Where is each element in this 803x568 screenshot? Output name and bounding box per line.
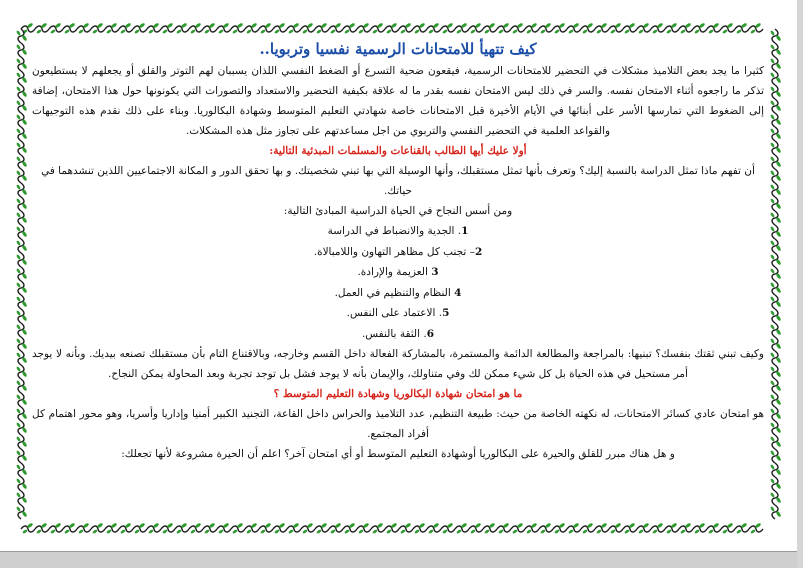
- list-item: 5. الاعتماد على النفس.: [346, 307, 450, 319]
- exam-paragraph: هو امتحان عادي كسائر الامتحانات، له نكهته الخاصة من حيث: طبيعة التنظيم، عدد التلاميذ والحراس داخل القاعة، التجنيد الكبير أمنيا وإداريا وأسريا، وهو محور اهتمام كل أفراد المجتمع.: [32, 408, 764, 440]
- closing-line: و هل هناك مبرر للقلق والحيرة على البكالوريا أوشهادة التعليم المتوسط أو أي امتحان آخر؟ اعلم أن الحيرة مشروعة لأنها تجعلك:: [121, 448, 675, 460]
- viewer-bottom-bar: [0, 552, 803, 568]
- list-item: 6. الثقة بالنفس.: [361, 327, 435, 340]
- document-content: [32, 38, 764, 520]
- list-item: 2– تجنب كل مظاهر التهاون واللامبالاة.: [313, 245, 483, 258]
- principles-list: [32, 221, 764, 344]
- confidence-paragraph: وكيف تبني ثقتك بنفسك؟ تبنيها: بالمراجعة والمطالعة الدائمة والمستمرة، بالمشاركة الفعالة داخل القسم وخارجه، وبالاقتناع التام بأن مستقبلك تصنعه بيديك. وبأنه لا يوجد أمر مستحيل في هذه الحياة بل كل شيء ممكن لك وفي متناولك، والإيمان بأنه لا يوجد فشل بل توجد تجربة وبعد المحاولة يمكن النجاح.: [32, 348, 764, 380]
- section-heading-principles: أولا عليك أيها الطالب بالقناعات والمسلمات المبدئية التالية:: [269, 145, 527, 157]
- page-title: كيف تتهيأ للامتحانات الرسمية نفسيا وتربويا..: [259, 40, 537, 58]
- intro-paragraph: كثيرا ما يجد بعض التلاميذ مشكلات في التحضير للامتحانات الرسمية، فيقعون ضحية التسرع أو الضغط النفسي اللذان يسببان لهم التوتر والقلق أو يجعلهم لا يستطيعون تذكر ما راجعوه أثناء الامتحان نفسه. والسر في ذلك ليس الامتحان نفسه بقدر ما له علاقة بكيفية التحضير والاستعداد والتصورات التي يكونونها حول هذا الامتحان، إضافة إلى الضغوط التي تمارسها الأسر على أبنائها في الأيام الأخيرة قبل الامتحانات خاصة شهادتي التعليم المتوسط وشهادة البكالوريا. وبناء على ذلك نقدم هذه التوجيهات والقواعد العلمية في التحضير النفسي والتربوي من اجل مساعدتهم على تجاوز مثل هذه المشكلات.: [32, 65, 764, 137]
- vertical-scrollbar[interactable]: [797, 0, 803, 568]
- list-item: 1. الجدية والانضباط في الدراسة: [327, 225, 469, 237]
- study-meaning-line: أن تفهم ماذا تمثل الدراسة بالنسبة إليك؟ وتعرف بأنها تمثل مستقبلك، وأنها الوسيلة التي بها تبني شخصيتك. و بها تحقق الدور و المكانة الاجتماعيين اللذين تنشدهما في حياتك.: [41, 165, 755, 197]
- list-item: 3 العزيمة والإرادة.: [357, 266, 439, 278]
- section-heading-exam: ما هو امتحان شهادة البكالوريا وشهادة التعليم المتوسط ؟: [273, 388, 523, 400]
- principles-intro-line: ومن أسس النجاح في الحياة الدراسية المبادئ التالية:: [283, 205, 513, 217]
- list-item: 4 النظام والتنظيم في العمل.: [334, 286, 462, 299]
- document-page: [14, 22, 782, 536]
